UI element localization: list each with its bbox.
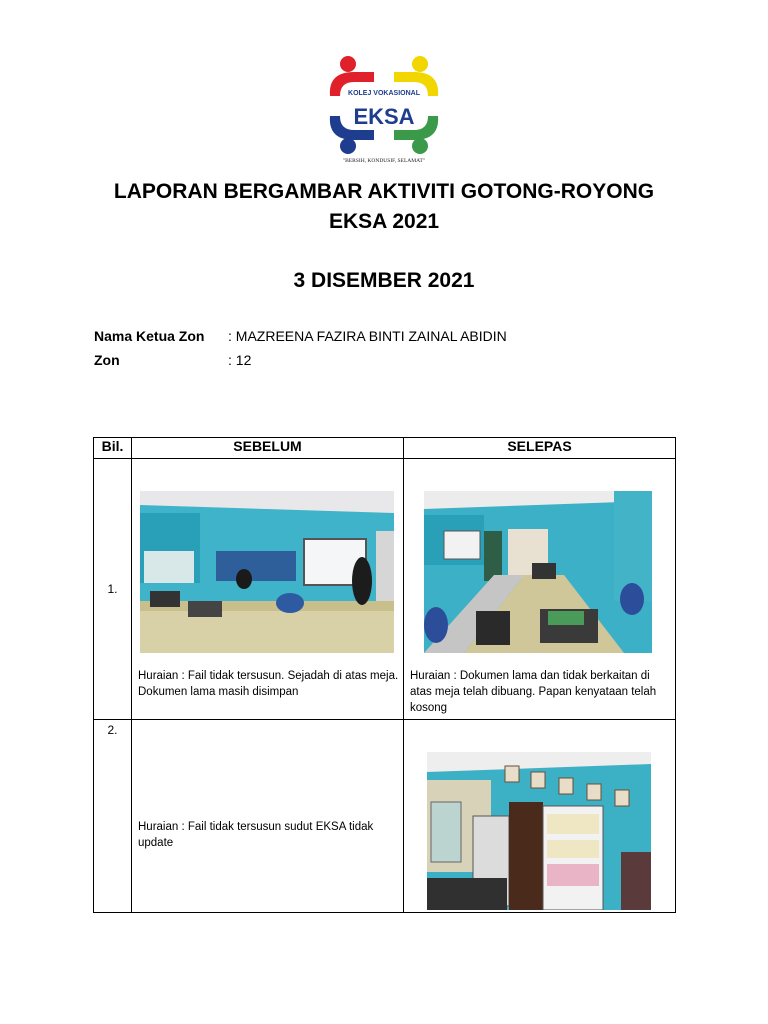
leader-value: : MAZREENA FAZIRA BINTI ZAINAL ABIDIN bbox=[228, 328, 507, 344]
row-number bbox=[94, 720, 132, 913]
row-number-text: 1. bbox=[107, 582, 118, 596]
logo-slogan: "BERSIH, KONDUSIF, SELAMAT" bbox=[342, 158, 426, 164]
before-cell bbox=[132, 459, 404, 720]
report-title-line2: EKSA 2021 bbox=[328, 210, 440, 233]
table-header-row bbox=[94, 438, 676, 459]
after-cell bbox=[404, 459, 676, 720]
before-description: Huraian : Fail tidak tersusun sudut EKSA tidak update bbox=[138, 821, 374, 849]
zone-row bbox=[94, 350, 251, 370]
after-cell bbox=[404, 720, 676, 913]
table-row bbox=[94, 459, 676, 720]
row-number-text: 2. bbox=[107, 723, 118, 737]
report-table bbox=[93, 437, 676, 913]
after-photo bbox=[427, 752, 651, 910]
row-number bbox=[94, 459, 132, 720]
logo-top-text: KOLEJ VOKASIONAL bbox=[348, 90, 420, 97]
logo-brand-text: EKSA bbox=[353, 104, 415, 129]
header-bil: Bil. bbox=[94, 438, 132, 459]
table-row bbox=[94, 720, 676, 913]
zone-label: Zon bbox=[94, 352, 120, 368]
after-photo bbox=[424, 491, 652, 653]
leader-row bbox=[94, 326, 507, 346]
eksa-logo bbox=[324, 50, 444, 168]
zone-value: : 12 bbox=[228, 352, 252, 368]
report-date: 3 DISEMBER 2021 bbox=[293, 269, 475, 292]
header-selepas: SELEPAS bbox=[404, 438, 676, 459]
after-description: Huraian : Dokumen lama dan tidak berkaitan di atas meja telah dibuang. Papan kenyataan telah kosong bbox=[410, 670, 657, 714]
report-title-line1: LAPORAN BERGAMBAR AKTIVITI GOTONG-ROYONG bbox=[113, 180, 655, 203]
leader-label: Nama Ketua Zon bbox=[94, 328, 205, 344]
header-sebelum: SEBELUM bbox=[132, 438, 404, 459]
before-photo bbox=[140, 491, 394, 653]
before-cell bbox=[132, 720, 404, 913]
before-description: Huraian : Fail tidak tersusun. Sejadah di atas meja. Dokumen lama masih disimpan bbox=[138, 670, 399, 698]
